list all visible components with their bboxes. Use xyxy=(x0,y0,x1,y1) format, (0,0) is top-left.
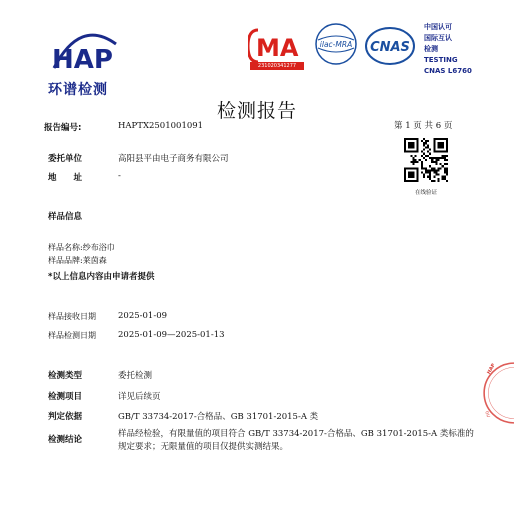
cnas-line: CNAS L6760 xyxy=(424,67,472,75)
qr-code-icon[interactable] xyxy=(404,138,448,182)
conclusion-line-2: 规定要求；无限量值的项目仅提供实测结果。 xyxy=(118,442,289,452)
svg-text:HAP: HAP xyxy=(486,363,497,376)
cnas-text: CNAS xyxy=(370,40,410,55)
sample-name-value: 纱布浴巾 xyxy=(82,243,115,252)
page-info: 第 1 页 共 6 页 xyxy=(394,121,453,131)
address-value: - xyxy=(118,171,121,181)
brand-chinese-name: 环谱检测 xyxy=(48,82,108,98)
received-date-label: 样品接收日期 xyxy=(48,312,96,321)
cnas-accreditation-text xyxy=(424,22,472,77)
sample-name xyxy=(48,242,115,253)
qr-verify-label: 在线验证 xyxy=(414,190,437,196)
hap-logo xyxy=(50,24,120,72)
received-date-value: 2025-01-09 xyxy=(118,311,168,321)
cma-mark-text: MA xyxy=(256,34,299,62)
cma-mark xyxy=(248,28,304,64)
ilac-mra-logo xyxy=(314,22,358,66)
svg-text:GU: GU xyxy=(483,410,491,419)
conclusion-label: 检测结论 xyxy=(48,435,83,445)
sample-section-title: 样品信息 xyxy=(48,212,83,222)
ilac-mra-text: ilac-MRA xyxy=(319,40,353,49)
sample-name-label: 样品名称: xyxy=(48,243,83,252)
official-seal-icon xyxy=(482,318,514,468)
document-title: 检测报告 xyxy=(216,100,297,122)
tested-date-label: 样品检测日期 xyxy=(48,331,96,340)
basis-value: GB/T 33734-2017-合格品、GB 31701-2015-A 类 xyxy=(118,412,319,422)
test-items-label: 检测项目 xyxy=(48,392,83,402)
test-type-label: 检测类型 xyxy=(48,371,83,381)
address-label: 地 址 xyxy=(48,173,83,183)
cnas-logo xyxy=(364,24,416,68)
sample-brand-value: 莱茵森 xyxy=(82,256,107,265)
cnas-line: 国际互认 xyxy=(424,34,452,42)
cnas-line: 中国认可 xyxy=(424,23,452,31)
sample-brand-label: 样品品牌: xyxy=(48,256,83,265)
hap-logo-text: HAP xyxy=(52,45,113,72)
client-label: 委托单位 xyxy=(48,154,83,164)
tested-date-value: 2025-01-09—2025-01-13 xyxy=(118,330,225,340)
cnas-line: 检测 xyxy=(424,45,438,53)
cma-number: 231020341277 xyxy=(250,62,304,70)
conclusion-line-1: 样品经检验，有限量值的项目符合 GB/T 33734-2017-合格品、GB 31701-2015-A 类标准的 xyxy=(118,429,474,439)
client-value: 高阳县平由电子商务有限公司 xyxy=(118,154,229,164)
test-type-value: 委托检测 xyxy=(118,371,153,381)
report-number-label: 报告编号: xyxy=(44,123,82,133)
test-items-value: 详见后续页 xyxy=(118,392,161,402)
sample-brand xyxy=(48,255,107,266)
cnas-line: TESTING xyxy=(424,56,458,64)
basis-label: 判定依据 xyxy=(48,412,83,422)
report-number: HAPTX2501001091 xyxy=(118,121,204,131)
sample-note: *以上信息内容由申请者提供 xyxy=(48,272,155,282)
